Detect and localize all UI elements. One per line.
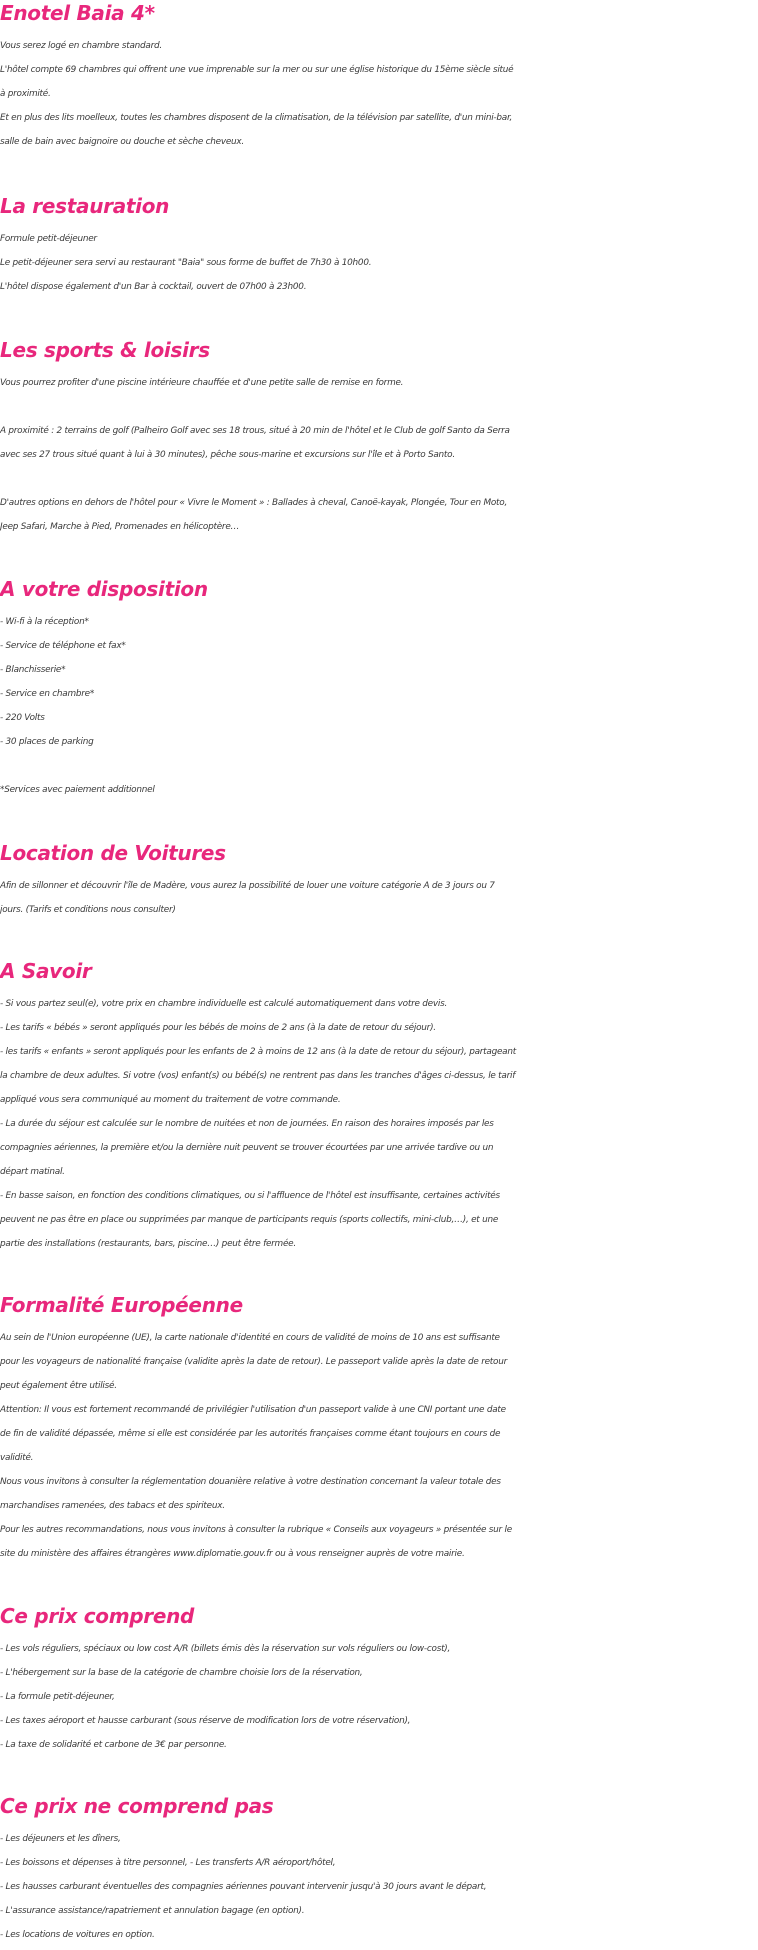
text-line: de fin de validité dépassée, même si elle est considérée par les autorités françaises comme étant toujours en cours de bbox=[0, 1429, 501, 1439]
section-title: La restauration bbox=[0, 194, 170, 218]
text-line: Au sein de l'Union européenne (UE), la carte nationale d'identité en cours de validité de moins de 10 ans est suffisante bbox=[0, 1333, 500, 1343]
text-line: Pour les autres recommandations, nous vous invitons à consulter la rubrique « Conseils aux voyageurs » présentée sur le bbox=[0, 1525, 512, 1535]
section-prix-ne-comprend-pas bbox=[0, 1793, 758, 1947]
text-line: Et en plus des lits moelleux, toutes les chambres disposent de la climatisation, de la télévision par satellite, d'un mini-bar, bbox=[0, 113, 513, 123]
section-restauration bbox=[0, 193, 758, 299]
text-line: Formule petit-déjeuner bbox=[0, 234, 97, 244]
text-line: - En basse saison, en fonction des conditions climatiques, ou si l'affluence de l'hôtel est insuffisante, certaines activités bbox=[0, 1191, 500, 1201]
text-line: marchandises ramenées, des tabacs et des spiriteux. bbox=[0, 1501, 225, 1511]
text-line: appliqué vous sera communiqué au moment du traitement de votre commande. bbox=[0, 1095, 341, 1105]
text-line: - Les tarifs « bébés » seront appliqués pour les bébés de moins de 2 ans (à la date de retour du séjour). bbox=[0, 1023, 436, 1033]
footnote: *Services avec paiement additionnel bbox=[0, 785, 155, 795]
text-line: validité. bbox=[0, 1453, 34, 1463]
text-line: D'autres options en dehors de l'hôtel pour « Vivre le Moment » : Ballades à cheval, Canoë-kayak, Plongée, Tour en Moto, bbox=[0, 498, 508, 508]
section-a-savoir bbox=[0, 958, 758, 1256]
text-line: Vous pourrez profiter d'une piscine intérieure chauffée et d'une petite salle de remise en forme. bbox=[0, 378, 404, 388]
text-line: avec ses 27 trous situé quant à lui à 30 minutes), pêche sous-marine et excursions sur l'île et à Porto Santo. bbox=[0, 450, 455, 460]
text-line: Le petit-déjeuner sera servi au restaurant "Baia" sous forme de buffet de 7h30 à 10h00. bbox=[0, 258, 372, 268]
text-line: - La durée du séjour est calculée sur le nombre de nuitées et non de journées. En raison des horaires imposés par les bbox=[0, 1119, 494, 1129]
text-line: partie des installations (restaurants, bars, piscine…) peut être fermée. bbox=[0, 1239, 296, 1249]
list-item: - Les boissons et dépenses à titre personnel, - Les transferts A/R aéroport/hôtel, bbox=[0, 1858, 336, 1868]
text-line: compagnies aériennes, la première et/ou la dernière nuit peuvent se trouver écourtées par une arrivée tardive ou un bbox=[0, 1143, 494, 1153]
list-item: - Blanchisserie* bbox=[0, 665, 66, 675]
list-item: - Les taxes aéroport et hausse carburant (sous réserve de modification lors de votre réservation), bbox=[0, 1716, 411, 1726]
list-item: - La taxe de solidarité et carbone de 3€ par personne. bbox=[0, 1740, 227, 1750]
text-line: Vous serez logé en chambre standard. bbox=[0, 41, 162, 51]
section-formalite bbox=[0, 1292, 758, 1566]
list-item: - L'hébergement sur la base de la catégorie de chambre choisie lors de la réservation, bbox=[0, 1668, 363, 1678]
text-line: - Si vous partez seul(e), votre prix en chambre individuelle est calculé automatiquement dans votre devis. bbox=[0, 999, 448, 1009]
text-line: site du ministère des affaires étrangères www.diplomatie.gouv.fr ou à vous renseigner auprès de votre mairie. bbox=[0, 1549, 465, 1559]
section-title: Enotel Baia 4* bbox=[0, 1, 155, 25]
section-title: Formalité Européenne bbox=[0, 1293, 243, 1317]
text-line: peuvent ne pas être en place ou supprimées par manque de participants requis (sports collectifs, mini-club,…), et une bbox=[0, 1215, 499, 1225]
text-line: peut également être utilisé. bbox=[0, 1381, 117, 1391]
section-disposition bbox=[0, 576, 758, 802]
list-item: - La formule petit-déjeuner, bbox=[0, 1692, 115, 1702]
list-item: - 30 places de parking bbox=[0, 737, 94, 747]
text-line: pour les voyageurs de nationalité française (validite après la date de retour). Le passeport valide après la date de retour bbox=[0, 1357, 507, 1367]
text-line: L'hôtel dispose également d'un Bar à cocktail, ouvert de 07h00 à 23h00. bbox=[0, 282, 307, 292]
section-title: A votre disposition bbox=[0, 577, 208, 601]
text-line: - les tarifs « enfants » seront appliqués pour les enfants de 2 à moins de 12 ans (à la date de retour du séjour), partageant bbox=[0, 1047, 516, 1057]
section-hotel bbox=[0, 0, 758, 154]
section-title: Les sports & loisirs bbox=[0, 338, 210, 362]
text-line: Attention: Il vous est fortement recommandé de privilégier l'utilisation d'un passeport valide à une CNI portant une date bbox=[0, 1405, 506, 1415]
list-item: - Service en chambre* bbox=[0, 689, 95, 699]
section-title: Location de Voitures bbox=[0, 841, 226, 865]
section-sports-loisirs bbox=[0, 337, 758, 539]
list-item: - 220 Volts bbox=[0, 713, 45, 723]
list-item: - Service de téléphone et fax* bbox=[0, 641, 126, 651]
list-item: - Les locations de voitures en option. bbox=[0, 1930, 155, 1940]
list-item: - L'assurance assistance/rapatriement et annulation bagage (en option). bbox=[0, 1906, 305, 1916]
section-title: Ce prix comprend bbox=[0, 1604, 195, 1628]
text-line: Nous vous invitons à consulter la réglementation douanière relative à votre destination concernant la valeur totale des bbox=[0, 1477, 501, 1487]
list-item: - Les vols réguliers, spéciaux ou low cost A/R (billets émis dès la réservation sur vols réguliers ou low-cost), bbox=[0, 1644, 451, 1654]
section-prix-comprend bbox=[0, 1603, 758, 1757]
text-line: départ matinal. bbox=[0, 1167, 65, 1177]
section-title: Ce prix ne comprend pas bbox=[0, 1794, 274, 1818]
text-line: salle de bain avec baignoire ou douche et sèche cheveux. bbox=[0, 137, 245, 147]
list-item: - Wi-fi à la réception* bbox=[0, 617, 89, 627]
text-line: A proximité : 2 terrains de golf (Palheiro Golf avec ses 18 trous, situé à 20 min de l'hôtel et le Club de golf Santo da Serra bbox=[0, 426, 510, 436]
text-line: la chambre de deux adultes. Si votre (vos) enfant(s) ou bébé(s) ne rentrent pas dans les tranches d'âges ci-dessus, le tarif bbox=[0, 1071, 516, 1081]
text-line: jours. (Tarifs et conditions nous consulter) bbox=[0, 905, 176, 915]
list-item: - Les déjeuners et les dîners, bbox=[0, 1834, 121, 1844]
text-line: Afin de sillonner et découvrir l'île de Madère, vous aurez la possibilité de louer une voiture catégorie A de 3 jours ou 7 bbox=[0, 881, 495, 891]
text-line: L'hôtel compte 69 chambres qui offrent une vue imprenable sur la mer ou sur une église historique du 15ème siècle situé bbox=[0, 65, 514, 75]
list-item: - Les hausses carburant éventuelles des compagnies aériennes pouvant intervenir jusqu'à 30 jours avant le départ, bbox=[0, 1882, 487, 1892]
text-line: Jeep Safari, Marche à Pied, Promenades en hélicoptère… bbox=[0, 522, 240, 532]
text-line: à proximité. bbox=[0, 89, 51, 99]
section-location-voitures bbox=[0, 840, 758, 922]
section-title: A Savoir bbox=[0, 959, 92, 983]
